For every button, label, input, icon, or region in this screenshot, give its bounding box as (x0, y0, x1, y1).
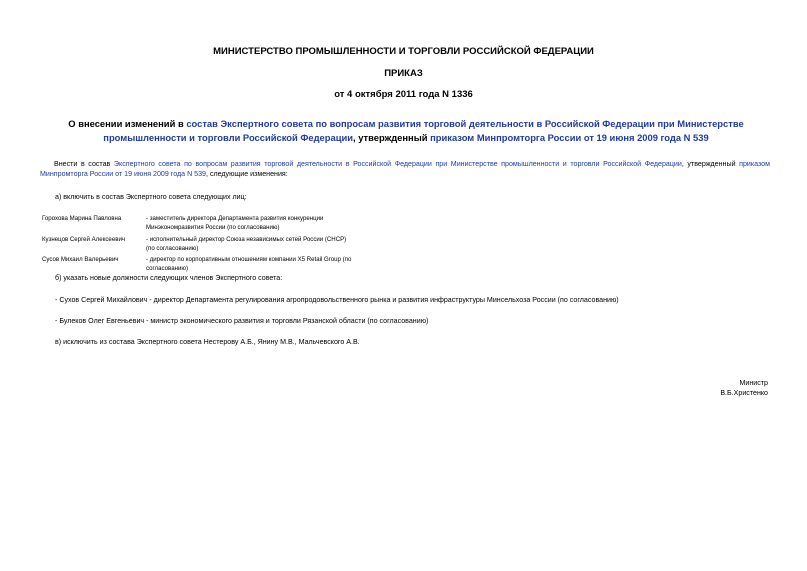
member-name: Кузнецов Сергей Алексеевич (42, 236, 126, 243)
order-date-number: от 4 октября 2011 года N 1336 (334, 89, 473, 100)
order-subject (36, 117, 776, 145)
signature-block (660, 378, 768, 398)
member-description: - исполнительный директор Союза независимых сетей России (СНСР) (по согласованию) (146, 236, 347, 252)
intro-suffix: , следующие изменения: (206, 170, 288, 178)
item-b-line: - Булеков Олег Евгеньевич - министр экономического развития и торговли Рязанской области (по согласованию) (55, 317, 429, 325)
member-name: Горохова Марина Павловна (42, 215, 122, 222)
item-b-line: - Сухов Сергей Михайлович - директор Департамента регулирования агропродовольственного рынка и развития инфраструктуры Минсельхоза России (по согласованию) (55, 296, 619, 304)
subject-prefix: О внесении изменений в (68, 118, 187, 129)
ministry-title: МИНИСТЕРСТВО ПРОМЫШЛЕННОСТИ И ТОРГОВЛИ РОССИЙСКОЙ ФЕДЕРАЦИИ (213, 46, 594, 57)
item-b: б) указать новые должности следующих членов Экспертного совета: (55, 274, 283, 282)
member-description: - директор по корпоративным отношениям компании Х5 Retail Group (по согласованию) (146, 256, 352, 272)
council-composition-link[interactable]: состав Экспертного совета по вопросам развития торговой деятельности в Российской Федерации при Министерстве промышленности и торговли Российской Федерации (103, 118, 744, 143)
item-c: в) исключить из состава Экспертного совета Нестерову А.Б., Янину М.В., Мальчевского А.В. (55, 338, 360, 346)
intro-prefix: Внести в состав (54, 160, 114, 168)
intro-middle: , утвержденный (681, 160, 740, 168)
member-description: - заместитель директора Департамента развития конкуренции Минэкономразвития России (по согласованию) (146, 215, 324, 231)
member-name: Сусов Михаил Валерьевич (42, 256, 119, 263)
order-539-link[interactable]: приказом Минпромторга России от 19 июня 2009 года N 539 (430, 132, 709, 143)
intro-council-link[interactable]: Экспертного совета по вопросам развития торговой деятельности в Российской Федерации при Министерстве промышленности и торговли Российской Федерации (113, 160, 682, 168)
signature-title: Министр (739, 379, 768, 387)
intro-paragraph (40, 159, 770, 179)
intro-order-link[interactable]: приказом Минпромторга России от 19 июня 2009 года N 539 (40, 160, 770, 178)
subject-middle: , утвержденный (353, 132, 431, 143)
signature-name: В.Б.Христенко (720, 389, 768, 397)
item-a: а) включить в состав Экспертного совета следующих лиц: (55, 193, 247, 201)
document-type: ПРИКАЗ (384, 68, 423, 79)
